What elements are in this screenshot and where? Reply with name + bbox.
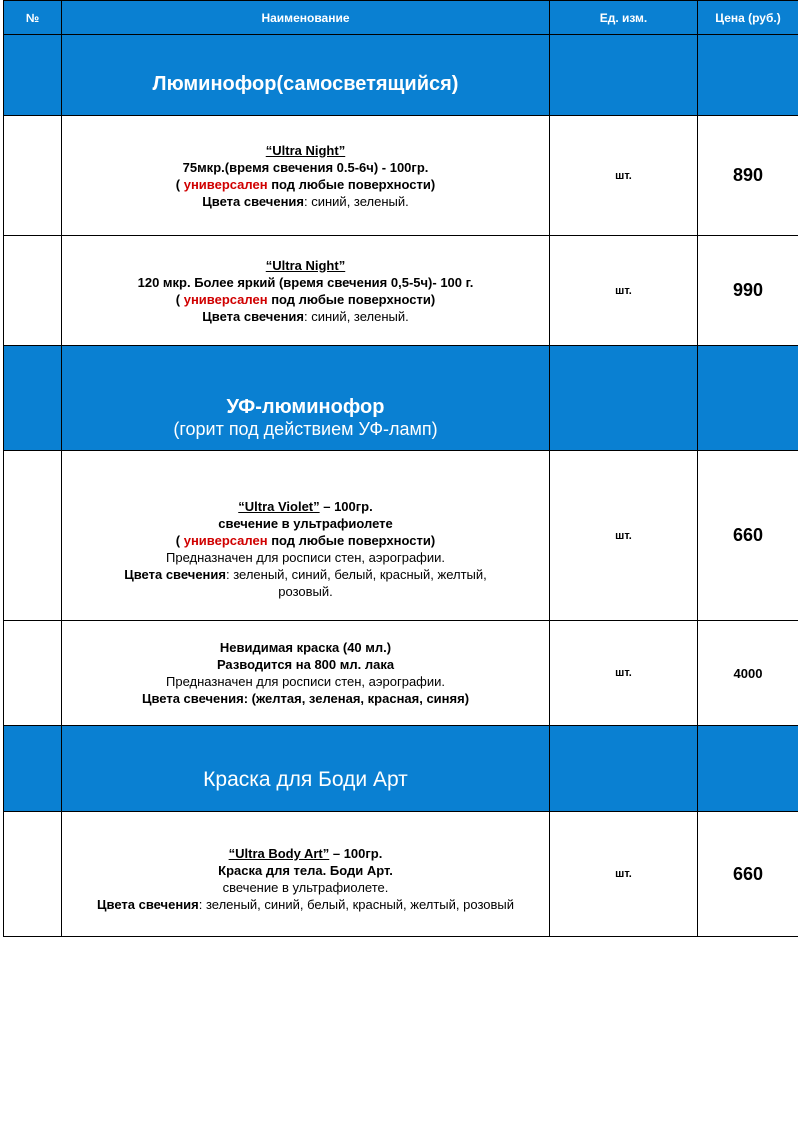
item-title: Невидимая краска (40 мл.) [219,640,392,655]
category-title: УФ-люминофор [226,396,385,418]
item-line: свечение в ультрафиолете. [222,880,389,895]
item-unit: шт. [550,812,698,937]
header-name: Наименование [62,1,550,35]
item-unit: шт. [550,451,698,621]
price-table [3,0,798,937]
item-title: “Ultra Night” [265,257,346,273]
category-subtitle: (горит под действием УФ-ламп) [173,419,438,439]
item-line: 75мкр.(время свечения 0.5-6ч) - 100гр. [182,159,429,175]
category-row [4,346,798,451]
item-line: Разводится на 800 мл. лака [216,657,395,672]
item-line: свечение в ультрафиолете [218,515,393,531]
header-num: № [4,1,62,35]
item-name: “Ultra Violet” – 100гр. свечение в ультрафиолете ( универсален под любые поверхности) Предназначен для росписи стен, аэрографии. Цвета свечения: зеленый, синий, белый, красный, желтый, розовый. [62,451,550,621]
header-row [4,1,798,35]
category-row [4,35,798,116]
colors-value: : зеленый, синий, белый, красный, желтый, розовый [198,897,514,912]
colors-label: Цвета свечения [141,691,244,706]
item-purpose: Предназначен для росписи стен, аэрографии. [166,549,445,565]
table-row [4,116,798,236]
colors-label: Цвета свечения [202,308,304,324]
item-title: “Ultra Night” [265,142,346,158]
category-title: Краска для Боди Арт [203,767,408,791]
item-name: “Ultra Night” 75мкр.(время свечения 0.5-6ч) - 100гр. ( универсален под любые поверхности) Цвета свечения: синий, зеленый. [62,116,550,236]
colors-label: Цвета свечения [202,193,304,209]
item-price: 660 [698,812,798,937]
colors-value: : синий, зеленый. [304,193,409,209]
item-price: 4000 [698,621,798,726]
item-price: 890 [698,116,798,236]
item-price: 660 [698,451,798,621]
category-row [4,726,798,812]
item-name: “Ultra Night” 120 мкр. Более яркий (время свечения 0,5-5ч)- 100 г. ( универсален под любые поверхности) Цвета свечения: синий, зеленый. [62,236,550,346]
item-price: 990 [698,236,798,346]
item-title: “Ultra Body Art” [228,846,330,861]
item-name [62,621,550,726]
item-unit: шт. [550,116,698,236]
table-row [4,621,798,726]
colors-label: Цвета свечения [124,566,226,582]
header-price: Цена (руб.) [698,1,798,35]
universal-label: универсален [183,532,268,548]
table-row [4,451,798,621]
table-row [4,812,798,937]
header-unit: Ед. изм. [550,1,698,35]
item-unit: шт. [550,236,698,346]
colors-value: : зеленый, синий, белый, красный, желтый, розовый. [225,566,487,599]
colors-value: : синий, зеленый. [304,308,409,324]
universal-label: универсален [183,176,268,192]
item-line: 120 мкр. Более яркий (время свечения 0,5-5ч)- 100 г. [137,274,474,290]
colors-label: Цвета свечения [97,897,199,912]
item-unit: шт. [550,621,698,726]
item-line: Краска для тела. Боди Арт. [218,863,393,878]
item-purpose: Предназначен для росписи стен, аэрографии. [166,674,445,689]
table-row [4,236,798,346]
category-title: Люминофор(самосветящийся) [152,72,459,95]
item-name: “Ultra Body Art” – 100гр. Краска для тела. Боди Арт. свечение в ультрафиолете. Цвета свечения: зеленый, синий, белый, красный, желтый, розовый [62,812,550,937]
colors-value: : (желтая, зеленая, красная, синяя) [243,691,470,706]
item-title: “Ultra Violet” [238,498,320,514]
universal-label: универсален [183,291,268,307]
